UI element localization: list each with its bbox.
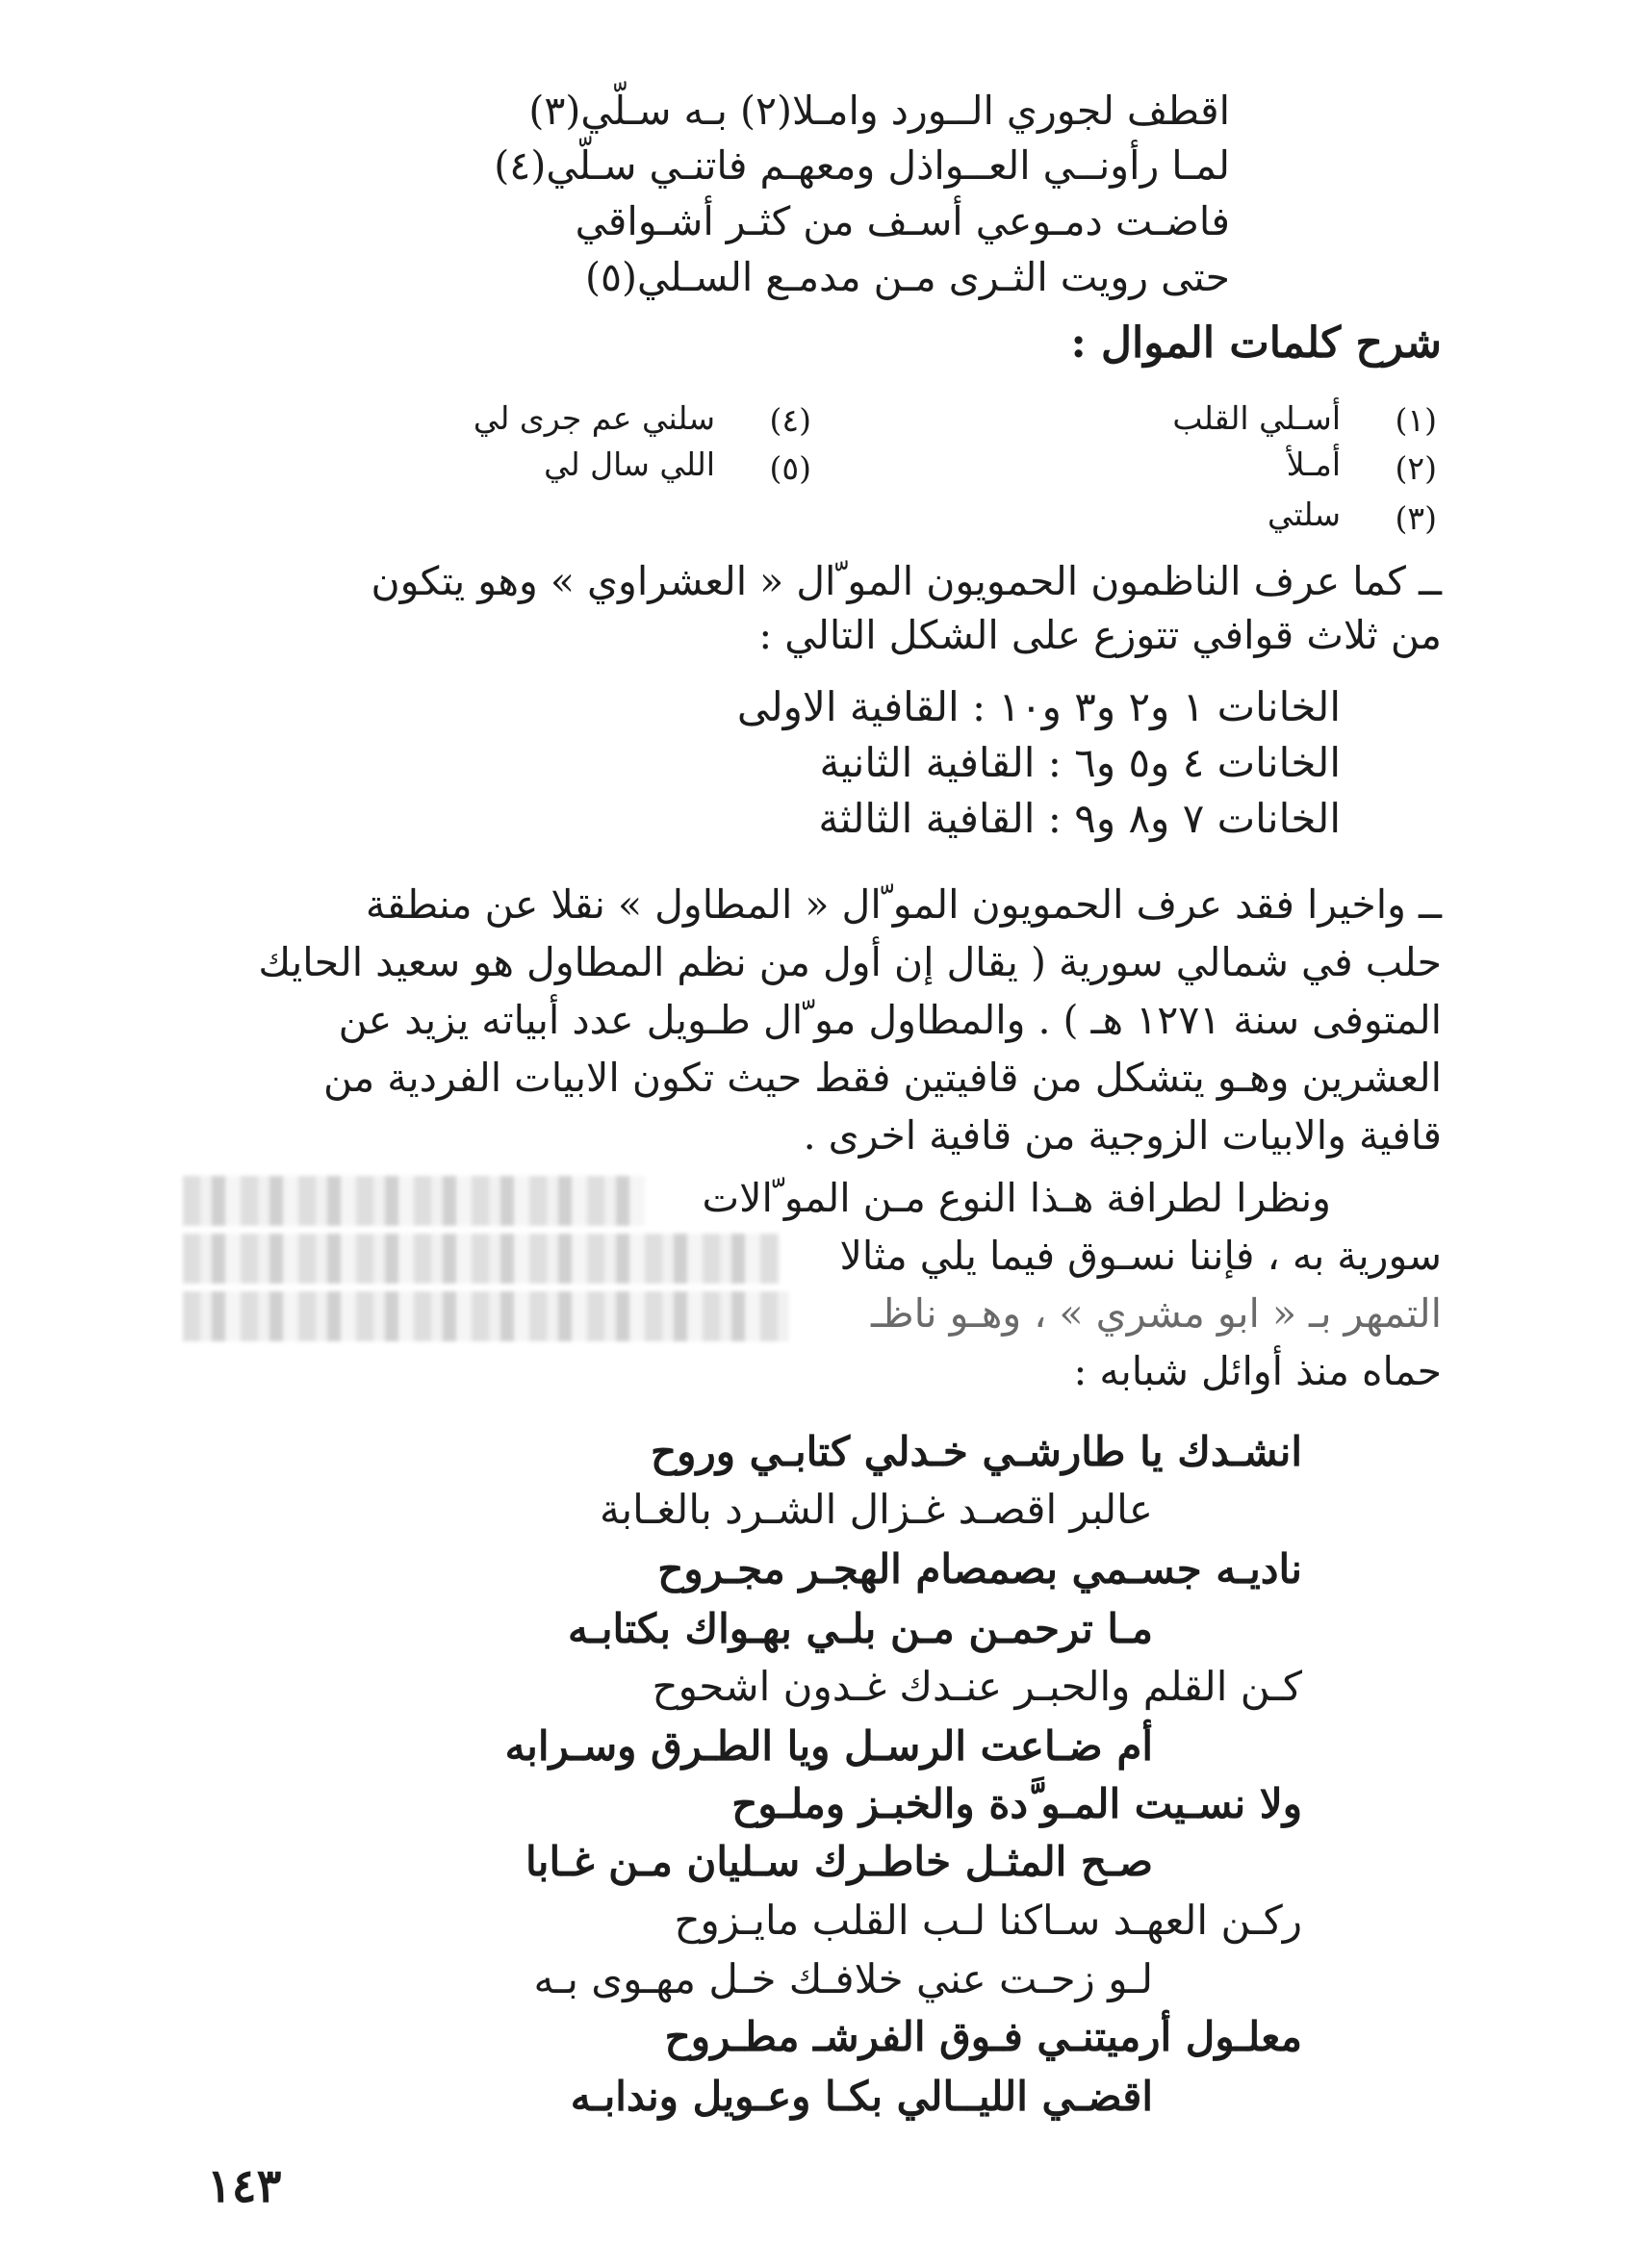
- gloss-num-3: (٣): [1395, 499, 1437, 537]
- intro-verse-3: فاضـت دمـوعي أسـف من كثـر أشـواقي: [575, 198, 1230, 244]
- poem-line-2: عالبر اقصـد غـزال الشـرد بالغـابة: [599, 1486, 1153, 1533]
- poem-line-5: كـن القلم والحبـر عنـدك غـدون اشحوح: [652, 1663, 1302, 1710]
- poem-line-4: مـا ترحمـن مـن بلـي بهـواك بكتابـه: [568, 1605, 1153, 1652]
- page-number: ١٤٣: [207, 2159, 282, 2213]
- gloss-text-1: أسـلي القلب: [1172, 399, 1341, 437]
- paragraph-3-line-1: ونظرا لطرافة هـذا النوع مـن المو ّالات: [702, 1175, 1331, 1221]
- paragraph-3-line-2: سورية به ، فإننا نسـوق فيما يلي مثالا: [839, 1233, 1442, 1279]
- paragraph-1-line-1: ــ كما عرف الناظمون الحمويون المو ّال « العشراوي » وهو يتكون: [371, 558, 1442, 604]
- poem-line-9: ركـن العهـد سـاكنا لـب القلب مايـزوح: [674, 1897, 1302, 1944]
- rhyme-line-1: الخانات ١ و٢ و٣ و١٠ : القافية الاولى: [736, 683, 1341, 730]
- paragraph-3-line-4: حماه منذ أوائل شبابه :: [1073, 1348, 1442, 1394]
- paragraph-2-line-1: ــ واخيرا فقد عرف الحمويون المو ّال « المطاول » نقلا عن منطقة: [365, 881, 1442, 928]
- gloss-num-4: (٤): [769, 401, 811, 439]
- gloss-text-2: أمـلأ: [1286, 446, 1341, 483]
- blurred-text-region-2: [183, 1234, 780, 1284]
- gloss-text-4: سلني عم جرى لي: [473, 399, 715, 437]
- rhyme-line-2: الخانات ٤ و٥ و٦ : القافية الثانية: [819, 739, 1341, 786]
- blurred-text-region-3: [183, 1291, 789, 1341]
- gloss-text-5: اللي سال لي: [544, 446, 715, 483]
- paragraph-2-line-4: العشرين وهـو يتشكل من قافيتين فقط حيث تكون الابيات الفردية من: [323, 1055, 1442, 1101]
- gloss-num-5: (٥): [769, 449, 811, 487]
- poem-line-7: ولا نسـيت المـو َّدة والخبـز وملـوح: [731, 1780, 1302, 1827]
- paragraph-1-line-2: من ثلاث قوافي تتوزع على الشكل التالي :: [758, 612, 1442, 658]
- glossary-heading: شرح كلمات الموال :: [1070, 319, 1442, 368]
- intro-verse-2: لمـا رأونــي العــواذل ومعهـم فاتنـي سـلّي(٤): [494, 142, 1230, 189]
- paragraph-2-line-3: المتوفى سنة ١٢٧١ هـ ) . والمطاول مو ّال طـويل عدد أبياته يزيد عن: [338, 997, 1442, 1043]
- paragraph-2-line-5: قافية والابيات الزوجية من قافية اخرى .: [803, 1112, 1442, 1159]
- intro-verse-4: حتى رويت الثـرى مـن مدمـع السـلي(٥): [584, 254, 1230, 300]
- gloss-num-2: (٢): [1395, 449, 1437, 487]
- poem-line-6: أم ضـاعت الرسـل ويا الطـرق وسـرابه: [504, 1722, 1153, 1770]
- blurred-text-region-1: [183, 1176, 645, 1226]
- poem-line-1: انشـدك يا طارشـي خـدلي كتابـي وروح: [651, 1428, 1302, 1475]
- paragraph-2-line-2: حلب في شمالي سورية ( يقال إن أول من نظم المطاول هو سعيد الحايك: [258, 939, 1442, 985]
- poem-line-11: معلـول أرميتنـي فـوق الفرشـ مطـروح: [664, 2013, 1302, 2060]
- poem-line-3: ناديـه جسـمي بصمصام الهجـر مجـروح: [657, 1545, 1302, 1593]
- intro-verse-1: اقطف لجوري الــورد وامـلا(٢) بـه سـلّي(٣): [528, 88, 1230, 134]
- paragraph-3-line-3: التمهر بـ « ابو مشري » ، وهـو ناظـ: [871, 1290, 1442, 1337]
- gloss-text-3: سلتي: [1267, 496, 1341, 533]
- rhyme-line-3: الخانات ٧ و٨ و٩ : القافية الثالثة: [818, 795, 1341, 842]
- poem-line-10: لـو زحـت عني خلافـك خـل مهـوى بـه: [533, 1955, 1153, 2002]
- gloss-num-1: (١): [1395, 401, 1437, 439]
- poem-line-8: صـح المثـل خاطـرك سـليان مـن غـابا: [525, 1838, 1153, 1885]
- poem-line-12: اقضـي الليــالي بكـا وعـويل وندابـه: [570, 2073, 1153, 2120]
